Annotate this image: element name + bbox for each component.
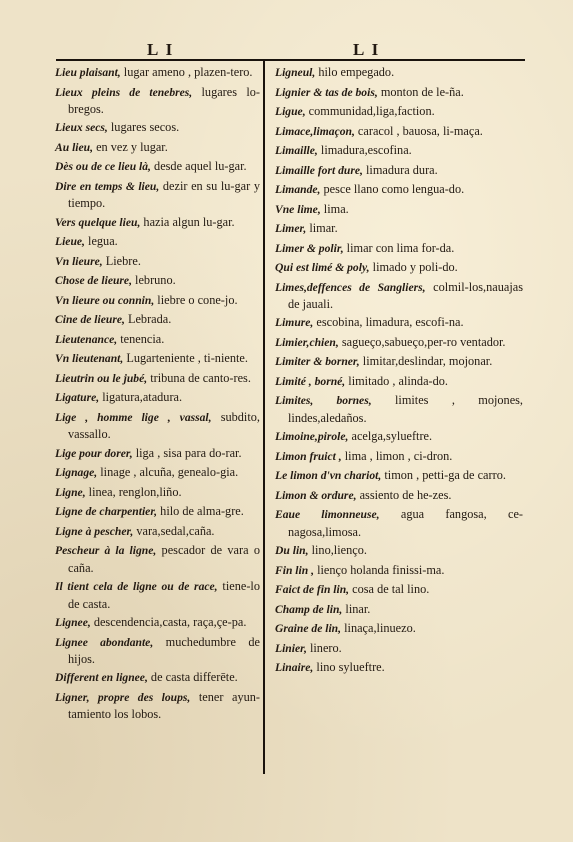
- entry-headword: Lieutenance,: [55, 332, 118, 346]
- dictionary-entry: [275, 620, 523, 637]
- entry-definition: limitar,deslindar, mojonar.: [359, 354, 493, 369]
- dictionary-entry: [275, 448, 523, 465]
- dictionary-entry: [275, 142, 523, 159]
- dictionary-entry: [275, 64, 523, 81]
- dictionary-entry: [55, 542, 260, 576]
- entry-headword: Limure,: [275, 316, 314, 330]
- entry-headword: Limer & polir,: [275, 241, 344, 255]
- dictionary-entry: [275, 220, 523, 237]
- dictionary-entry: [275, 314, 523, 331]
- dictionary-entry: [55, 139, 260, 156]
- entry-headword: Ligature,: [55, 391, 100, 405]
- entry-definition: limites , mojones, lindes,aledaños.: [288, 393, 524, 425]
- entry-definition: limar con lima for-da.: [343, 240, 455, 255]
- dictionary-entry: [275, 201, 523, 218]
- dictionary-entry: [275, 581, 523, 598]
- entry-definition: linero.: [306, 640, 342, 655]
- entry-headword: Cine de lieure,: [55, 313, 125, 327]
- entry-headword: Lignier & tas de bois,: [275, 85, 378, 99]
- dictionary-entry: [55, 370, 260, 387]
- dictionary-entry: [275, 181, 523, 198]
- entry-headword: Dire en temps & lieu,: [55, 179, 160, 193]
- dictionary-entry: [275, 353, 523, 370]
- entry-definition: linaça,linuezo.: [341, 621, 416, 636]
- entry-definition: monton de le-ña.: [377, 84, 464, 99]
- entry-headword: Limer,: [275, 222, 307, 235]
- entry-definition: Liebre.: [102, 253, 141, 268]
- entry-definition: caracol , bauosa, li-maça.: [354, 123, 483, 138]
- left-column: [55, 64, 260, 725]
- entry-definition: acelga,sylueftre.: [348, 429, 433, 444]
- dictionary-entry: [275, 487, 523, 504]
- dictionary-entry: [275, 640, 523, 657]
- entry-headword: Limon & ordure,: [275, 488, 357, 502]
- entry-headword: Lige pour dorer,: [55, 446, 133, 460]
- entry-definition: legua.: [84, 234, 118, 249]
- entry-headword: Vn lieutenant,: [55, 352, 124, 366]
- dictionary-entry: [275, 103, 523, 120]
- entry-headword: Au lieu,: [55, 140, 94, 154]
- right-column: [275, 64, 523, 679]
- entry-headword: Graine de lin,: [275, 622, 342, 636]
- entry-definition: ligatura,atadura.: [99, 390, 183, 405]
- entry-definition: cosa de tal lino.: [349, 582, 430, 597]
- dictionary-entry: [55, 350, 260, 367]
- entry-definition: agua fangosa, ce-nagosa,limosa.: [288, 507, 524, 539]
- entry-headword: Lieue,: [55, 235, 85, 249]
- entry-headword: Limace,limaçon,: [275, 124, 355, 138]
- entry-definition: tribuna de canto-res.: [147, 370, 251, 385]
- entry-definition: limitado , alinda-do.: [345, 373, 448, 388]
- dictionary-entry: [275, 334, 523, 351]
- dictionary-entry: [55, 503, 260, 520]
- entry-headword: Lieux secs,: [55, 121, 108, 135]
- entry-headword: Vers quelque lieu,: [55, 215, 141, 229]
- entry-headword: Lignee,: [55, 616, 91, 630]
- entry-definition: subdito, vassallo.: [68, 409, 260, 442]
- entry-headword: Eaue limonneuse,: [275, 508, 380, 522]
- dictionary-entry: [275, 240, 523, 257]
- entry-definition: sagueço,sabueço,per-ro ventador.: [338, 334, 506, 349]
- entry-definition: limadura,escofina.: [317, 143, 412, 157]
- entry-definition: pesce llano como lengua-do.: [320, 182, 465, 196]
- entry-definition: liga , sisa para do-rar.: [132, 445, 242, 460]
- entry-headword: Linier,: [275, 641, 307, 655]
- dictionary-entry: [55, 669, 260, 686]
- entry-headword: Le limon d'vn chariot,: [275, 469, 382, 483]
- dictionary-entry: [275, 123, 523, 140]
- entry-headword: Vn lieure ou connin,: [55, 293, 155, 307]
- entry-definition: desde aquel lu-gar.: [150, 159, 247, 174]
- entry-definition: limar.: [306, 221, 338, 235]
- dictionary-entry: [275, 84, 523, 101]
- dictionary-entry: [275, 279, 523, 313]
- entry-headword: Limaille fort dure,: [275, 163, 363, 177]
- entry-headword: Limoine,pirole,: [275, 430, 349, 444]
- dictionary-entry: [55, 331, 260, 348]
- entry-definition: lebruno.: [131, 273, 176, 288]
- entry-definition: limado y poli-do.: [369, 260, 458, 274]
- dictionary-entry: [275, 542, 523, 559]
- entry-definition: pescador de vara o caña.: [68, 543, 260, 575]
- entry-definition: lima.: [320, 201, 349, 216]
- dictionary-entry: [55, 523, 260, 540]
- entry-definition: tiene-lo de casta.: [68, 579, 260, 611]
- dictionary-entry: [55, 119, 260, 136]
- entry-headword: Limier,chien,: [275, 335, 339, 349]
- entry-definition: lino sylueftre.: [313, 660, 385, 675]
- entry-definition: hazia algun lu-gar.: [140, 214, 235, 229]
- dictionary-entry: [275, 467, 523, 484]
- entry-headword: Il tient cela de ligne ou de race,: [55, 580, 218, 594]
- entry-headword: Vn lieure,: [55, 254, 103, 268]
- running-header-left: L I: [147, 40, 175, 59]
- entry-headword: Ligne de charpentier,: [55, 505, 158, 519]
- entry-headword: Limande,: [275, 183, 321, 196]
- entry-definition: colmil-los,nauajas de jauali.: [288, 279, 523, 311]
- entry-headword: Limaille,: [275, 144, 318, 157]
- entry-headword: Limes,deffences de Sangliers,: [275, 280, 426, 294]
- column-divider: [263, 61, 265, 774]
- header-rule: [56, 59, 525, 61]
- entry-definition: lugares lo-bregos.: [68, 84, 260, 116]
- entry-headword: Champ de lin,: [275, 602, 343, 616]
- entry-definition: lima , limon , ci-dron.: [341, 448, 453, 463]
- entry-definition: escobina, limadura, escofi-na.: [313, 315, 464, 330]
- entry-headword: Lieu plaisant,: [55, 66, 121, 79]
- entry-definition: de casta differēte.: [147, 670, 238, 685]
- dictionary-entry: [55, 233, 260, 250]
- entry-headword: Chose de lieure,: [55, 274, 132, 288]
- dictionary-entry: [55, 464, 260, 481]
- dictionary-entry: [55, 292, 260, 309]
- entry-headword: Dès ou de ce lieu là,: [55, 160, 151, 174]
- dictionary-entry: [55, 158, 260, 175]
- entry-definition: lugares secos.: [107, 120, 180, 135]
- dictionary-entry: [55, 272, 260, 289]
- entry-definition: hilo de alma-gre.: [157, 504, 244, 519]
- entry-definition: linea, renglon,liño.: [85, 484, 182, 499]
- dictionary-entry: [55, 389, 260, 406]
- entry-definition: timon , petti-ga de carro.: [381, 468, 506, 483]
- dictionary-entry: [275, 373, 523, 390]
- entry-definition: limadura dura.: [362, 162, 438, 177]
- dictionary-entry: [55, 311, 260, 328]
- dictionary-entry: [55, 614, 260, 631]
- entry-definition: communidad,liga,faction.: [305, 104, 435, 118]
- dictionary-entry: [275, 162, 523, 179]
- running-header-right: L I: [353, 40, 381, 59]
- entry-headword: Qui est limé & poly,: [275, 261, 370, 274]
- dictionary-entry: [55, 214, 260, 231]
- entry-definition: muchedumbre de hijos.: [68, 634, 260, 666]
- dictionary-entry: [275, 259, 523, 276]
- entry-definition: lugar ameno , plazen-tero.: [120, 65, 253, 79]
- entry-definition: vara,sedal,caña.: [133, 523, 215, 538]
- entry-headword: Fin lin ,: [275, 563, 314, 577]
- entry-headword: Limites, bornes,: [275, 394, 372, 408]
- entry-definition: tenencia.: [117, 331, 165, 346]
- entry-definition: descendencia,casta, raça,çe-pa.: [90, 615, 247, 630]
- entry-definition: lino,lienço.: [308, 543, 367, 558]
- entry-headword: Limiter & borner,: [275, 355, 360, 369]
- entry-headword: Ligne,: [55, 485, 86, 499]
- entry-definition: linar.: [342, 601, 371, 616]
- entry-definition: linage , alcuña, genealo-gia.: [97, 465, 239, 480]
- entry-headword: Faict de fin lin,: [275, 583, 350, 597]
- entry-headword: Ligne à pescher,: [55, 524, 134, 538]
- entry-headword: Limité , borné,: [275, 374, 346, 388]
- entry-definition: lienço holanda finissi-ma.: [314, 562, 445, 577]
- dictionary-entry: [275, 562, 523, 579]
- entry-headword: Du lin,: [275, 544, 309, 558]
- entry-headword: Lignage,: [55, 466, 98, 480]
- dictionary-entry: [55, 64, 260, 81]
- dictionary-entry: [275, 601, 523, 618]
- dictionary-entry: [55, 445, 260, 462]
- dictionary-entry: [55, 253, 260, 270]
- dictionary-entry: [55, 484, 260, 501]
- dictionary-entry: [275, 506, 523, 540]
- dictionary-entry: [55, 178, 260, 212]
- entry-definition: assiento de he-zes.: [356, 487, 452, 502]
- entry-definition: liebre o cone-jo.: [154, 292, 238, 307]
- entry-definition: Lebrada.: [124, 312, 172, 327]
- entry-headword: Different en lignee,: [55, 671, 148, 685]
- entry-definition: en vez y lugar.: [93, 139, 168, 154]
- dictionary-entry: [275, 659, 523, 676]
- entry-headword: Ligner, propre des loups,: [55, 690, 191, 704]
- dictionary-entry: [55, 409, 260, 443]
- entry-headword: Lieutrin ou le jubé,: [55, 371, 148, 385]
- entry-headword: Lieux pleins de tenebres,: [55, 85, 193, 99]
- entry-headword: Vne lime,: [275, 202, 321, 216]
- entry-headword: Linaire,: [275, 661, 314, 675]
- dictionary-entry: [55, 689, 260, 723]
- dictionary-entry: [55, 84, 260, 118]
- entry-definition: dezir en su lu-gar y tiempo.: [68, 178, 260, 211]
- entry-headword: Ligneul,: [275, 66, 316, 79]
- entry-headword: Pescheur à la ligne,: [55, 544, 157, 558]
- dictionary-entry: [55, 578, 260, 612]
- dictionary-entry: [275, 428, 523, 445]
- entry-headword: Lige , homme lige , vassal,: [55, 410, 212, 424]
- entry-headword: Lignee abondante,: [55, 635, 154, 649]
- entry-headword: Ligue,: [275, 105, 306, 118]
- dictionary-entry: [55, 634, 260, 668]
- entry-headword: Limon fruict ,: [275, 449, 342, 463]
- entry-definition: Lugarteniente , ti-niente.: [123, 351, 248, 366]
- entry-definition: hilo empegado.: [315, 65, 395, 79]
- dictionary-entry: [275, 392, 523, 426]
- entry-definition: tener ayun-tamiento los lobos.: [68, 689, 260, 722]
